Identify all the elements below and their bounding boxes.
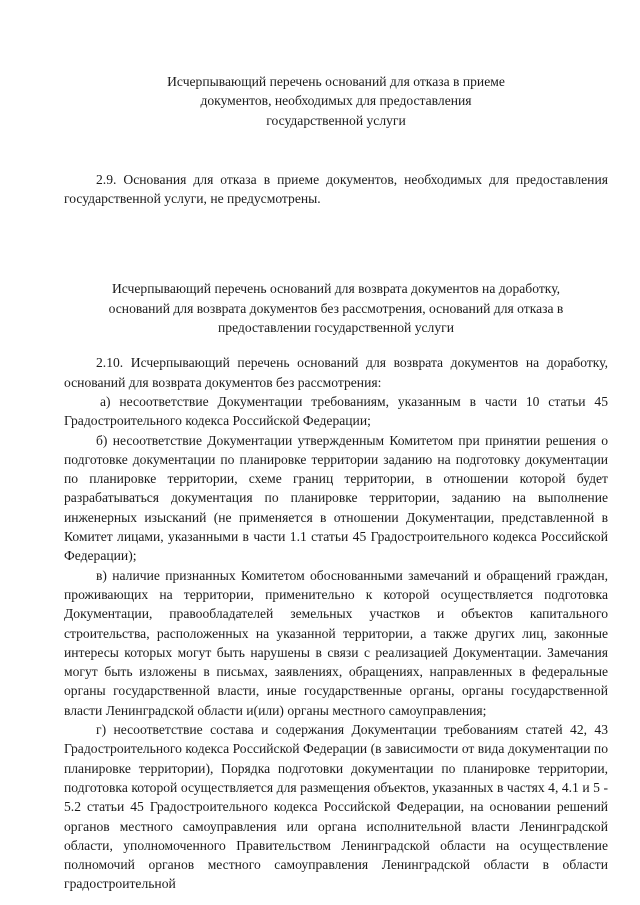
paragraph-2-10: 2.10. Исчерпывающий перечень оснований для возврата документов на доработку, оснований для возврата документов без рассмотрения:: [64, 355, 608, 390]
paragraph-2-9: 2.9. Основания для отказа в приеме документов, необходимых для предоставления государственной услуги, не предусмотрены.: [64, 171, 608, 207]
heading-line: Исчерпывающий перечень оснований для отказа в приеме: [167, 74, 505, 89]
heading-line: государственной услуги: [266, 112, 406, 128]
heading-line: оснований для возврата документов без рассмотрения, оснований для отказа в: [108, 300, 564, 316]
heading-line: документов, необходимых для предоставления: [200, 93, 472, 109]
list-item-g: г) несоответствие состава и содержания Документации требованиям статей 42, 43 Градостроительного кодекса Российской Федерации (в зависимости от вида документации по планировке территории), Порядка подготовки документации по планировке территории, подготовка которой осуществляется для размещения объектов, указанных в частях 4, 4.1 и 5 - 5.2 статьи 45 Градостроительного кодекса Российской Федерации, на основании решений органов местного самоуправления или органа исполнительной власти Ленинградской области, уполномоченного Правительством Ленинградской области на осуществление полномочий органов местного самоуправления Ленинградской области в области градостроительной: [64, 722, 608, 892]
section-heading-return: [64, 279, 608, 337]
section-heading-refusal: [64, 72, 608, 130]
heading-line: предоставлении государственной услуги: [218, 320, 454, 336]
list-item-b: б) несоответствие Документации утвержденным Комитетом при принятии решения о подготовке документации по планировке территории заданию на подготовку документации по планировке территории, схеме границ территории, в отношении которой будет разрабатываться документация по планировке территории, заданию на выполнение инженерных изысканий (не применяется в отношении Документации, представленной в Комитет лицами, указанными в части 1.1 статьи 45 Градостроительного кодекса Российской Федерации);: [64, 432, 608, 564]
list-item-v: в) наличие признанных Комитетом обоснованными замечаний и обращений граждан, проживающих на территории, применительно к которой осуществляется подготовка Документации, правообладателей земельных участков и объектов капитального строительства, расположенных на указанной территории, а также других лиц, законные интересы которых могут быть нарушены в связи с реализацией Документации. Замечания могут быть изложены в письмах, заявлениях, обращениях, направленных в федеральные органы государственной власти, иные государственные органы, органы государственной власти Ленинградской области и(или) органы местного самоуправления;: [64, 567, 608, 718]
heading-line: Исчерпывающий перечень оснований для возврата документов на доработку,: [111, 281, 561, 297]
list-item-a: а) несоответствие Документации требованиям, указанным в части 10 статьи 45 Градостроительного кодекса Российской Федерации;: [64, 393, 608, 429]
